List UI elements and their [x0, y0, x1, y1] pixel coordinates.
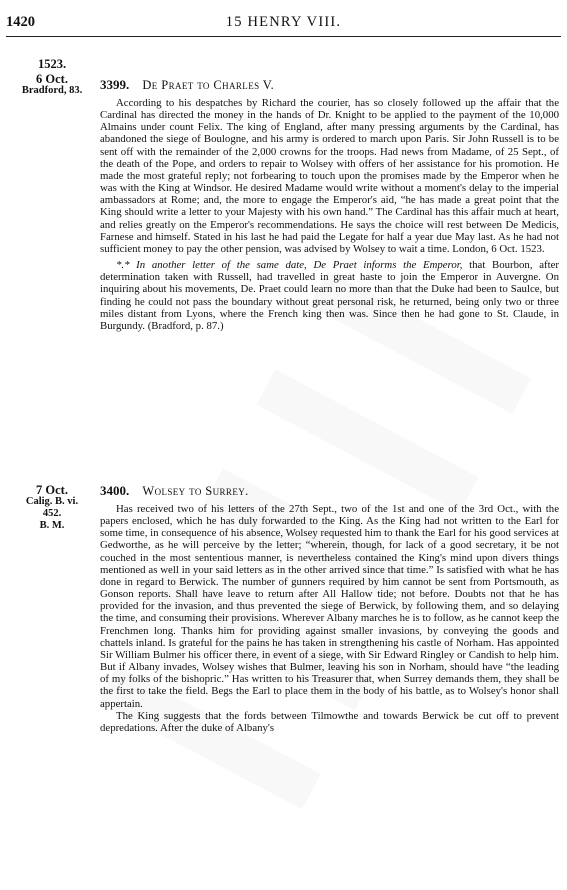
entry-date: 7 Oct. [36, 483, 68, 497]
entry-date: 6 Oct. [36, 72, 68, 86]
entry-title: De Praet to Charles V. [142, 78, 275, 92]
page-header [6, 14, 561, 34]
entry-number: 3400. [100, 483, 130, 498]
entry-body [100, 503, 559, 734]
entry-heading [100, 77, 559, 93]
entry-paragraph: According to his despatches by Richard the courier, has so closely followed up the affair that the Cardinal has directed the money in the hands of Dr. Knight to be applied to the payment of the 10,000 Almains under count Felix. The king of England, after many pressing arguments by the Cardinal, has abandoned the siege of Boulogne, and his army is ordered to march upon Paris. Sir John Russell is to be sent off with the remainder of the 2,000 crowns for the troops. Had news from Madame, of 25 Sept., of the death of the Pope, and orders to repair to Wolsey with offers of her assistance for his promotion. He made the most grateful reply; not forbearing to touch upon the promises made by the Emperor when he was with the King at Windsor. He desired Madame would write without a moment's delay to the imperial ambassadors at Rome; and, the more to engage the Emperor's aid, “he has made a great point that the King should write a letter to your Majesty with his own hand.” The Cardinal has this affair much at heart, and relies greatly on the Emperor's recommendations. He says the choice will rest between De Medicis, Farnese and himself. Stated in his last he had paid the Legate for half a year due May last. As he had not sufficient money to pay the other pension, was advised by Wolsey to wait a time. London, 6 Oct. 1523. [100, 97, 559, 255]
entry-paragraph: Has received two of his letters of the 27th Sept., two of the 1st and one of the 3rd Oct., with the papers enclosed, which he has duly forwarded to the King. As the King had not written to the Earl for some time, in consequence of his absence, Wolsey requested him to thank the Earl for his good services at Gedworthe, as he will perceive by the letter; “wherein, though, for lack of a good secretary, it be not couched in the most sententious manner, is nevertheless contained the King's mind upon divers things mentioned as well in your said letters as in the other arrived since that time.” Is satisfied with what he has done in regard to Berwick. The number of gunners required by him cannot be sent from Portsmouth, as Gonson reports. Shall have leave to return after All Hallow tide; not before. Doubts not that he has provided for the invasion, and thus prevented the siege of Berwick, by following them, and so delaying the time, and consuming their provisions. Wherever Albany marches he is to follow, as he cannot keep the Frenchmen long. Thanks him for providing against smaller invasions, by conveying the goods and chattels inland. Is grateful for the pains he has taken in strengthening his castle of Norham. Has appointed Sir William Bulmer his officer there, in event of a siege, with Sir Edward Ringley or Candish to help him. But if Albany invades, Wolsey wishes that Bulmer, leaving his son in Norham, should have “the leading of my folks of the bishopric.” Has written to his Treasurer that, when Surrey demands them, they shall be the first to take the field. Begs the Earl to place them in the body of his battle, as to Wolsey's honor shall appertain. [100, 503, 559, 710]
entry-title: Wolsey to Surrey. [142, 484, 249, 498]
page-number: 1420 [6, 14, 35, 30]
note-lead: *.* In another letter of the same date, De Praet informs the Emperor, [116, 259, 463, 272]
entry-paragraph: The King suggests that the fords between Tilmowthe and towards Berwick be cut off to prevent depredations. After the duke of Albany's [100, 709, 559, 734]
source-reference: B. M. [39, 520, 65, 531]
entry-number: 3399. [100, 77, 130, 92]
editorial-note [100, 259, 559, 332]
entry-margin [6, 484, 98, 532]
entry-year: 1523. [37, 57, 67, 71]
entry-margin [6, 58, 98, 97]
source-reference: 452. [42, 508, 62, 519]
entry-body [100, 97, 559, 332]
running-head: 15 HENRY VIII. [225, 14, 342, 30]
note-text: that Bourbon, after determination taken with Russell, had travelled in great haste to join the Emperor in Auvergne. On inquiring about his movements, De. Praet could learn no more than that the Duke had been to Saulce, but finding he could not pass the boundary without great personal risk, he returned, being only two or three miles distant from Lyons, where the French king then was. Since then he had gone to St. Claude, in Burgundy. (Bradford, p. 87.) [100, 259, 559, 332]
source-reference: Bradford, 83. [21, 85, 83, 96]
header-rule [6, 36, 561, 37]
source-reference: Calig. B. vi. [25, 496, 79, 507]
entry-heading [100, 483, 559, 499]
